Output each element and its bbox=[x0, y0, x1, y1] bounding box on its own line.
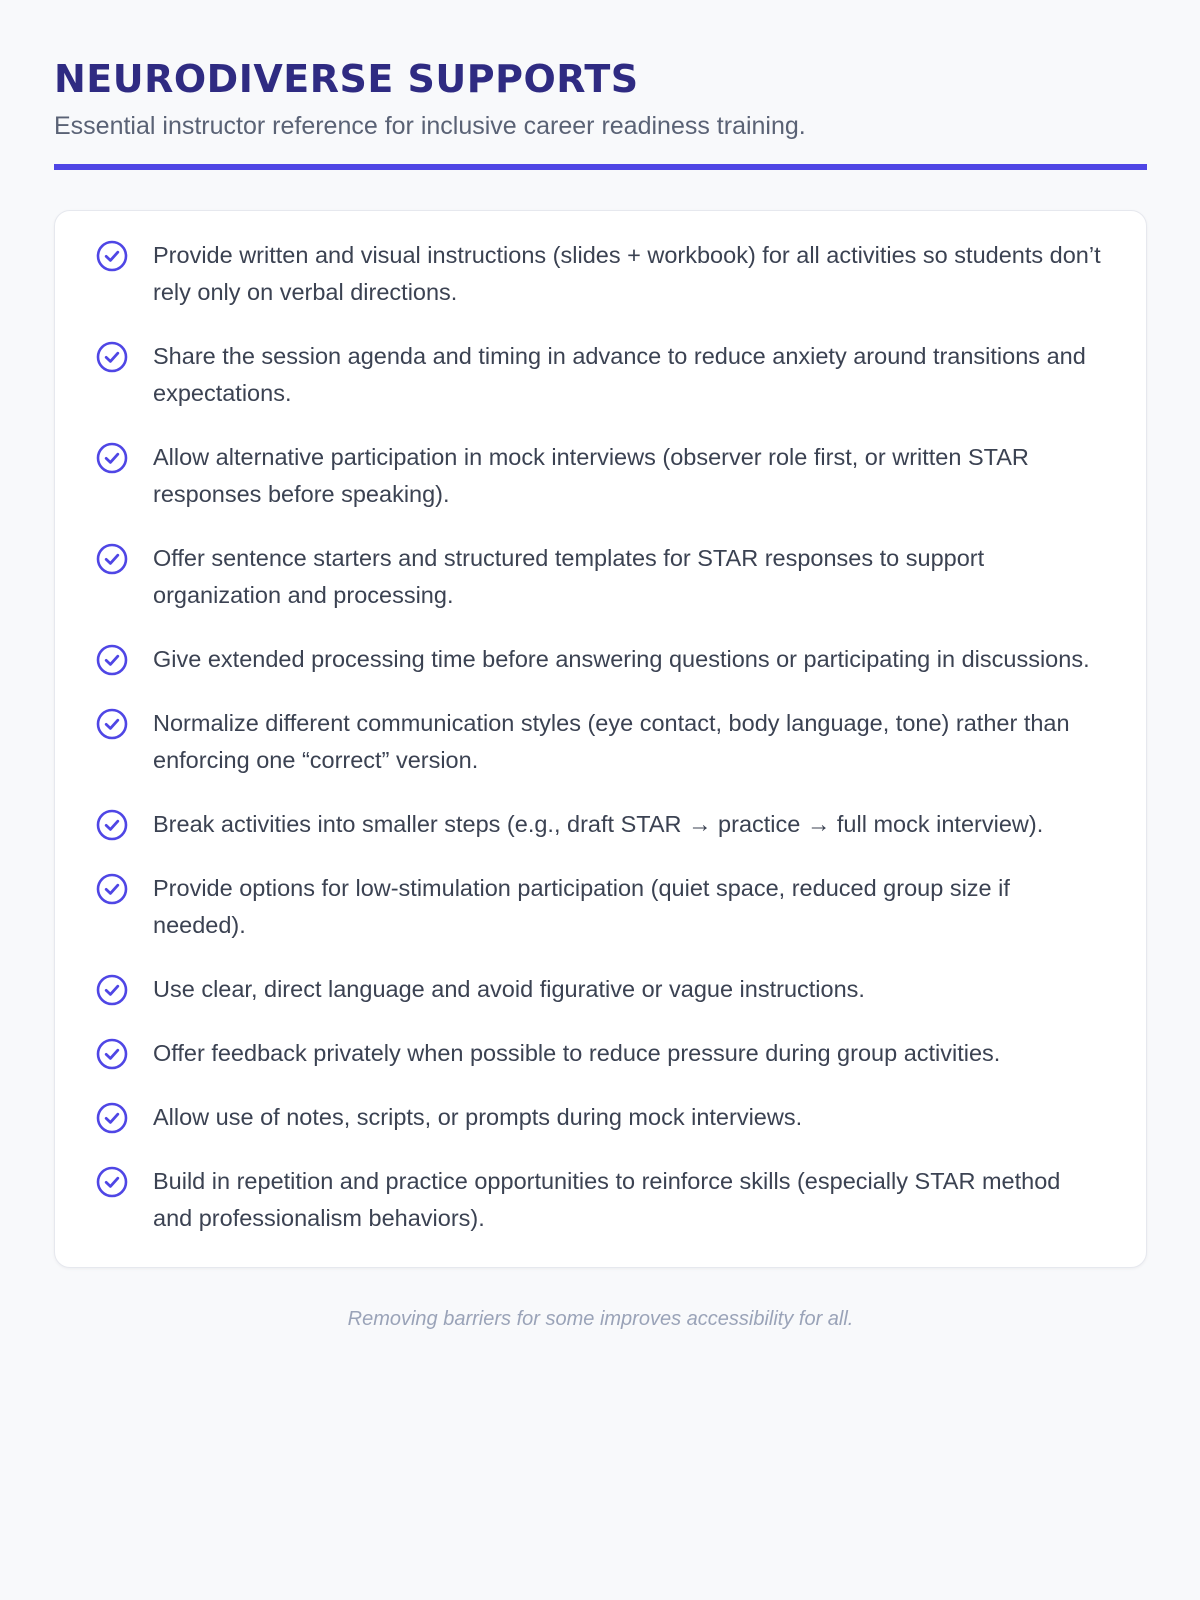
footer-note: Removing barriers for some improves accessibility for all. bbox=[347, 1308, 854, 1330]
support-item bbox=[95, 641, 1106, 678]
support-item bbox=[95, 971, 1106, 1008]
supports-card bbox=[54, 210, 1147, 1268]
support-item bbox=[95, 439, 1106, 513]
supports-list bbox=[95, 237, 1106, 1237]
support-item-text: Break activities into smaller steps (e.g., draft STAR → practice → full mock interview). bbox=[153, 811, 1044, 837]
support-item bbox=[95, 705, 1106, 779]
page bbox=[54, 0, 1147, 1331]
page-subtitle: Essential instructor reference for inclusive career readiness training. bbox=[54, 112, 806, 140]
support-item-text: Build in repetition and practice opportunities to reinforce skills (especially STAR method and professionalism behaviors). bbox=[153, 1168, 1061, 1231]
support-item-text: Provide options for low-stimulation participation (quiet space, reduced group size if needed). bbox=[153, 875, 1010, 938]
support-item-text: Provide written and visual instructions (slides + workbook) for all activities so students don’t rely only on verbal directions. bbox=[153, 242, 1101, 305]
check-circle-icon bbox=[95, 1165, 129, 1199]
support-item-text: Share the session agenda and timing in advance to reduce anxiety around transitions and expectations. bbox=[153, 343, 1086, 406]
check-circle-icon bbox=[95, 1101, 129, 1135]
support-item-text: Offer feedback privately when possible to reduce pressure during group activities. bbox=[153, 1040, 1001, 1066]
support-item bbox=[95, 540, 1106, 614]
check-circle-icon bbox=[95, 643, 129, 677]
support-item bbox=[95, 1035, 1106, 1072]
support-item bbox=[95, 806, 1106, 843]
check-circle-icon bbox=[95, 441, 129, 475]
support-item bbox=[95, 338, 1106, 412]
support-item-text: Use clear, direct language and avoid figurative or vague instructions. bbox=[153, 976, 865, 1002]
header-divider bbox=[54, 164, 1147, 170]
support-item bbox=[95, 237, 1106, 311]
support-item-text: Allow use of notes, scripts, or prompts during mock interviews. bbox=[153, 1104, 803, 1130]
check-circle-icon bbox=[95, 872, 129, 906]
support-item-text: Give extended processing time before answering questions or participating in discussions. bbox=[153, 646, 1090, 672]
page-title: NEURODIVERSE SUPPORTS bbox=[54, 57, 639, 101]
support-item-text: Normalize different communication styles (eye contact, body language, tone) rather than enforcing one “correct” version. bbox=[153, 710, 1070, 773]
support-item bbox=[95, 1099, 1106, 1136]
check-circle-icon bbox=[95, 707, 129, 741]
check-circle-icon bbox=[95, 340, 129, 374]
check-circle-icon bbox=[95, 239, 129, 273]
check-circle-icon bbox=[95, 1037, 129, 1071]
support-item-text: Offer sentence starters and structured templates for STAR responses to support organization and processing. bbox=[153, 545, 985, 608]
check-circle-icon bbox=[95, 973, 129, 1007]
support-item bbox=[95, 870, 1106, 944]
check-circle-icon bbox=[95, 808, 129, 842]
support-item bbox=[95, 1163, 1106, 1237]
check-circle-icon bbox=[95, 542, 129, 576]
support-item-text: Allow alternative participation in mock interviews (observer role first, or written STAR responses before speaking). bbox=[153, 444, 1029, 507]
